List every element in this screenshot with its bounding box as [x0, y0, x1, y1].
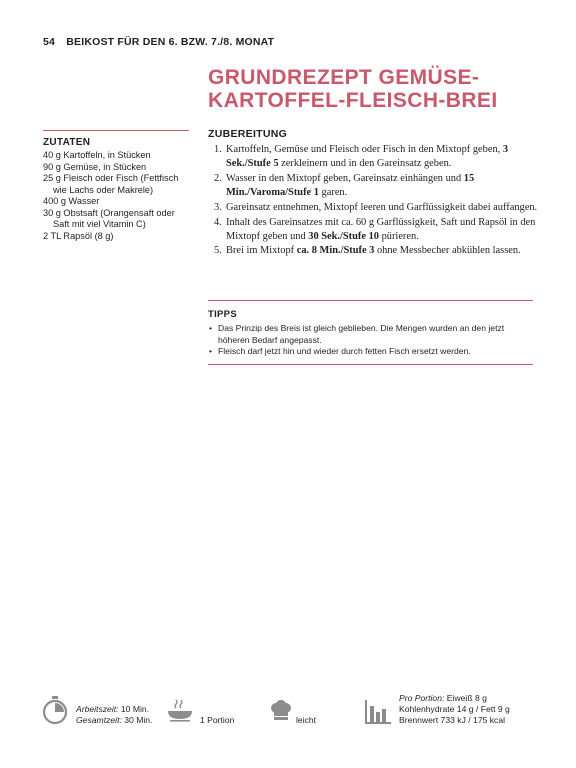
ingredients-heading: ZUTATEN	[43, 137, 91, 148]
chapter-title: BEIKOST FÜR DEN 6. BZW. 7./8. MONAT	[66, 36, 275, 48]
tips-top-divider	[208, 300, 533, 301]
ingredients-section	[43, 130, 189, 242]
bar-chart-icon	[365, 700, 391, 724]
ingredient-item: 90 g Gemüse, in Stücken	[43, 161, 147, 172]
chef-hat-icon	[270, 700, 292, 722]
preparation-section	[208, 128, 538, 259]
preparation-step: 4. Inhalt des Gareinsatzes mit ca. 60 g Garflüssigkeit, Saft und Rapsöl in den Mixtopf geben und 30 Sek./Stufe 10 pürieren.	[214, 216, 536, 242]
preparation-step: 1. Kartoffeln, Gemüse und Fleisch oder Fisch in den Mixtopf geben, 3 Sek./Stufe 5 zerkleinern und in den Gareinsatz geben.	[214, 144, 509, 170]
bullet-icon: •	[209, 323, 213, 333]
tips-list	[208, 323, 533, 358]
bowl-icon	[166, 698, 194, 722]
nutrition-label: Pro Portion:	[399, 693, 445, 703]
ingredient-item: 400 g Wasser	[43, 196, 100, 206]
protein-value: Eiweiß 8 g	[446, 693, 487, 703]
stopwatch-icon	[42, 695, 68, 725]
preparation-heading: ZUBEREITUNG	[208, 128, 288, 140]
recipe-title	[208, 66, 548, 112]
carbs-fat-value: Kohlenhydrate 14 g / Fett 9 g	[399, 704, 510, 714]
ingredients-list	[43, 150, 189, 242]
tip-item: • Fleisch darf jetzt hin und wieder durch fetten Fisch ersetzt werden.	[209, 346, 471, 357]
tip-item: • Das Prinzip des Breis ist gleich geblieben. Die Mengen wurden an den jetzt höheren Bedarf angepasst.	[209, 323, 505, 345]
total-time-value: 30 Min.	[124, 715, 153, 725]
preparation-step: 5. Brei im Mixtopf ca. 8 Min./Stufe 3 ohne Messbecher abkühlen lassen.	[214, 245, 521, 257]
tips-bottom-divider	[208, 364, 533, 365]
preparation-steps	[208, 143, 538, 259]
recipe-info-bar	[0, 688, 576, 733]
recipe-title-line-2: KARTOFFEL-FLEISCH-BREI	[208, 89, 498, 112]
difficulty-level: leicht	[296, 715, 317, 725]
ingredient-item: 30 g Obstsaft (Orangensaft oder Saft mit viel Vitamin C)	[43, 207, 175, 229]
energy-value: Brennwert 733 kJ / 175 kcal	[399, 715, 506, 725]
preparation-step: 3. Gareinsatz entnehmen, Mixtopf leeren und Garflüssigkeit dabei auffangen.	[214, 201, 538, 213]
tips-section	[208, 300, 533, 365]
ingredients-divider	[43, 130, 189, 131]
work-time-value: 10 Min.	[120, 704, 150, 714]
ingredient-item: 25 g Fleisch oder Fisch (Fettfisch wie Lachs oder Makrele)	[43, 173, 179, 195]
bullet-icon: •	[209, 346, 213, 357]
page-number: 54	[43, 36, 56, 48]
work-time-label: Arbeitszeit:	[76, 704, 119, 714]
preparation-step: 2. Wasser in den Mixtopf geben, Gareinsatz einhängen und 15 Min./Varoma/Stufe 1 garen.	[214, 172, 475, 199]
total-time-label: Gesamtzeit:	[76, 715, 122, 725]
tips-heading: TIPPS	[208, 309, 237, 320]
running-header	[43, 36, 274, 48]
recipe-title-line-1: GRUNDREZEPT GEMÜSE-	[208, 66, 480, 89]
portion-count: 1 Portion	[200, 715, 235, 725]
ingredient-item: 40 g Kartoffeln, in Stücken	[43, 150, 151, 160]
ingredient-item: 2 TL Rapsöl (8 g)	[43, 230, 114, 241]
